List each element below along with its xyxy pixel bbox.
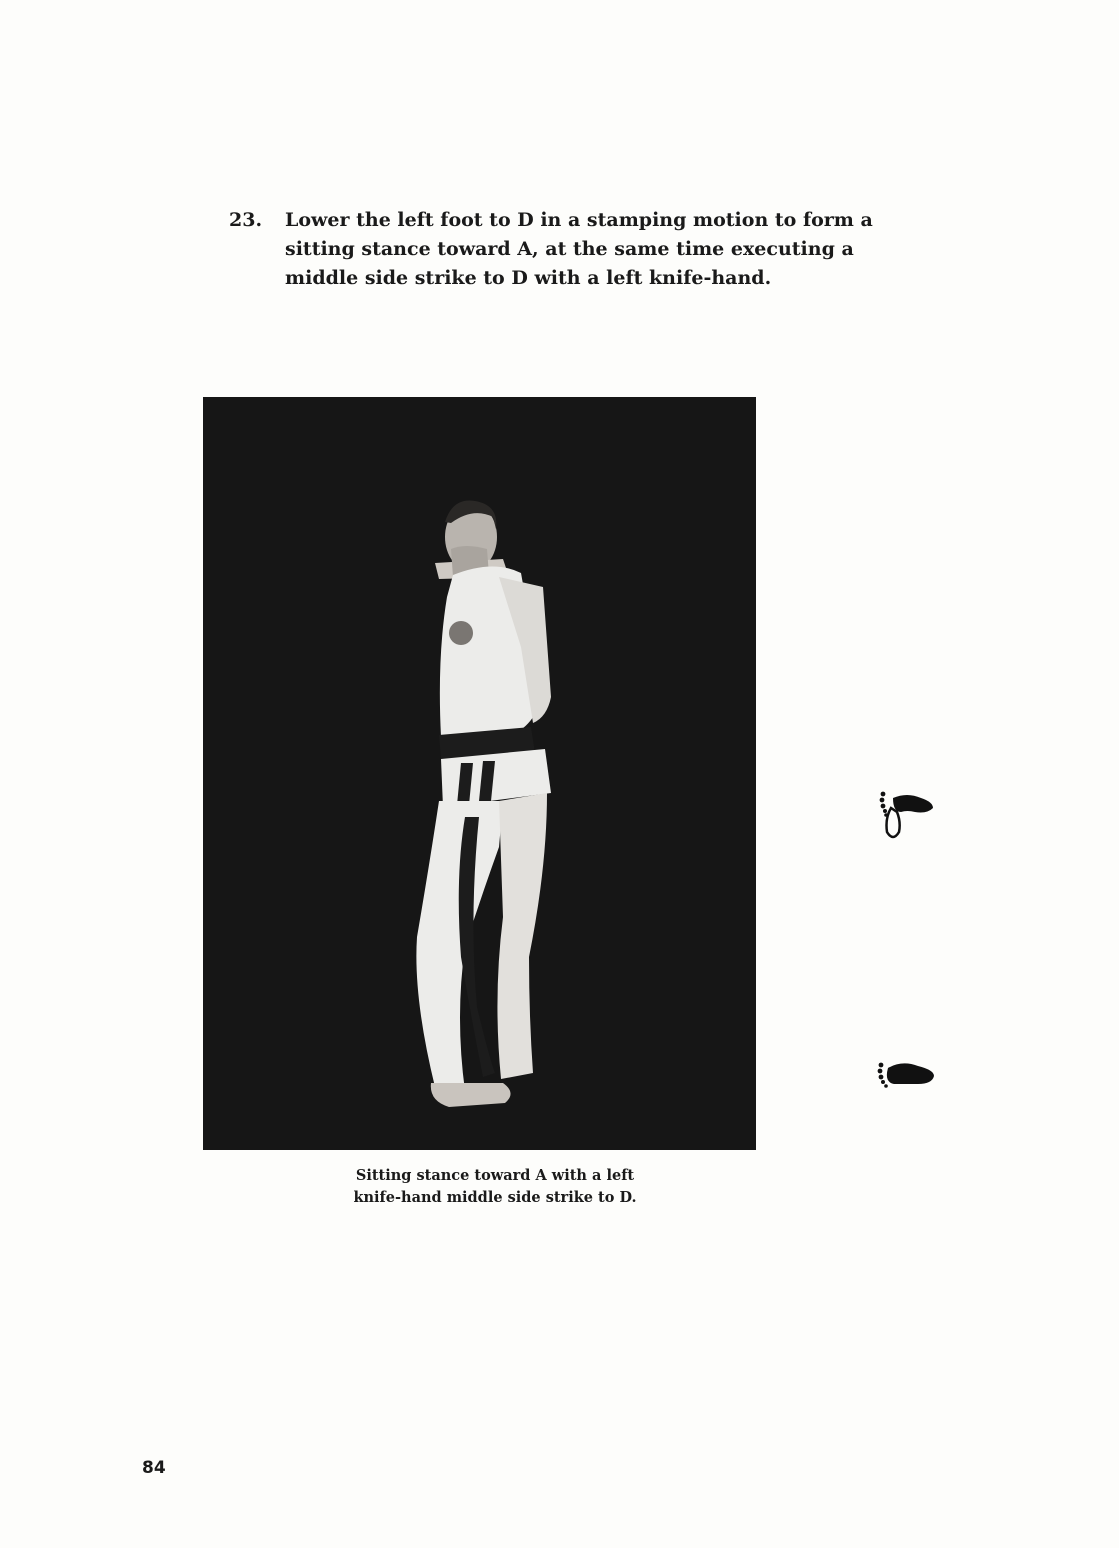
step-number: 23. (229, 209, 263, 231)
caption-line-1: Sitting stance toward A with a left (355, 1167, 635, 1184)
caption-line-2: knife-hand middle side strike to D. (353, 1189, 637, 1206)
martial-artist-figure (203, 397, 756, 1150)
footprint-icon (876, 1058, 936, 1096)
footprint-icon (877, 788, 937, 848)
page-number: 84 (142, 1458, 166, 1478)
technique-photo (203, 397, 756, 1150)
photo-caption (300, 1165, 690, 1209)
step-text: Lower the left foot to D in a stamping motion to form a sitting stance toward A, at the same time executing a middle side strike to D with a left knife-hand. (285, 209, 873, 289)
